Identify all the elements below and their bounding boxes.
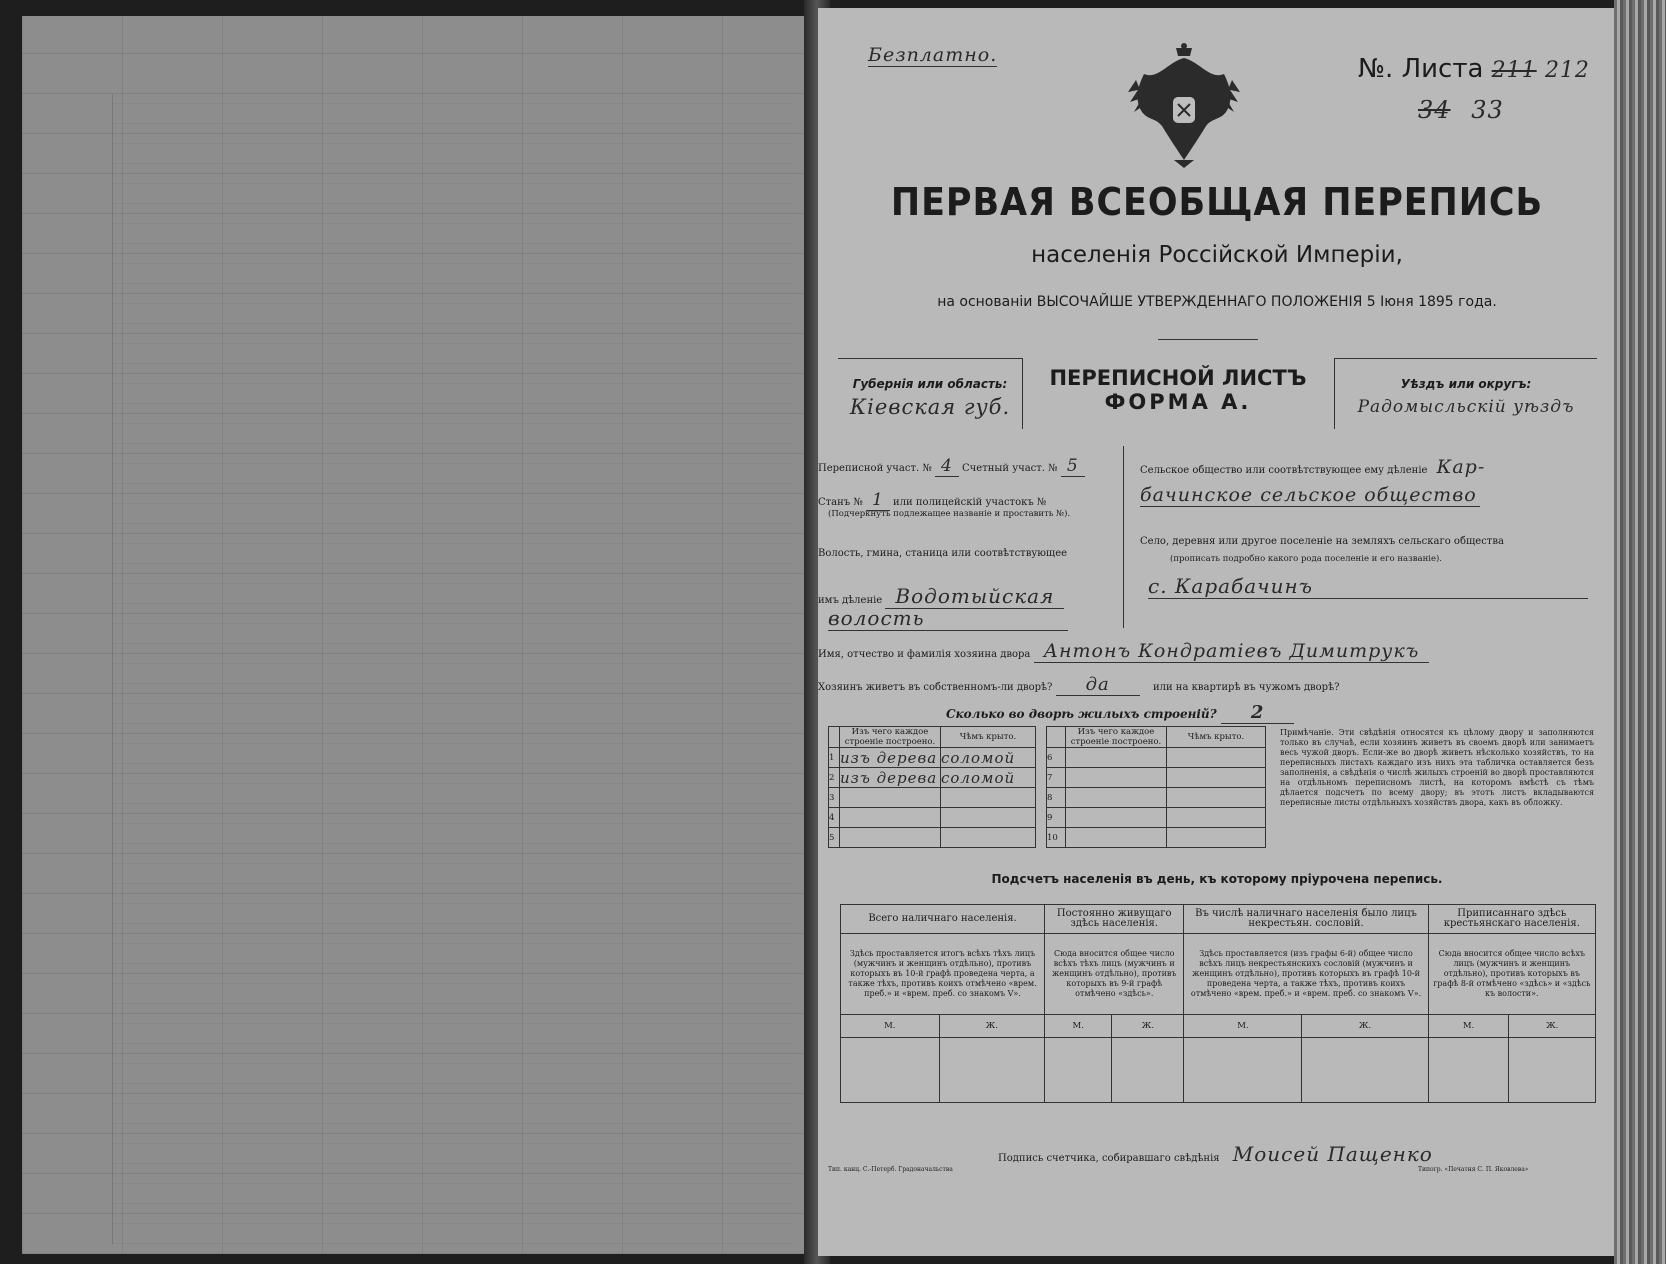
- table-row: 5: [829, 828, 1036, 848]
- census-subtitle: населенія Россійской Имперіи,: [1031, 242, 1403, 268]
- census-basis: на основаніи ВЫСОЧАЙШЕ УТВЕРЖДЕННАГО ПОЛОЖЕНІЯ 5 Іюня 1895 года.: [937, 294, 1497, 310]
- table-row: 4: [829, 808, 1036, 828]
- gubernia-box: [838, 358, 1023, 429]
- signature-value: Моисей Пащенко: [1232, 1142, 1433, 1166]
- ornament-divider: [1158, 339, 1258, 340]
- gubernia-label: Губернія или область:: [852, 377, 1008, 391]
- sheet-number-lower: 34 33: [1418, 96, 1504, 124]
- signature-field: Подпись счетчика, собиравшаго свѣдѣнія Моисей Пащенко: [998, 1142, 1433, 1166]
- table-row: 6: [1047, 748, 1266, 768]
- free-label: Безплатно.: [868, 44, 998, 66]
- buildings-table-right: Изъ чего каждое строеніе построено. Чѣмъ крыто. 6 7 8 9 10: [1046, 726, 1266, 848]
- table-row: 1 изъ дерева соломой: [829, 748, 1036, 768]
- left-page-bleedthrough: [112, 94, 793, 1244]
- footer-printer-left: Тип. канц. С.-Петерб. Градоначальства: [828, 1166, 953, 1173]
- imperial-eagle-emblem: [1128, 40, 1240, 170]
- buildings-count-field: Сколько во дворѣ жилыхъ строеній? 2: [946, 702, 1294, 723]
- table-row: 3: [829, 788, 1036, 808]
- census-district-field: Переписной участ. № 4 Счетный участ. № 5: [818, 456, 1085, 476]
- volost-field: имъ дѣленіе Водотыйская: [818, 584, 1064, 608]
- village-note: (прописать подробно какого рода поселеніе и его названіе).: [1170, 554, 1442, 564]
- sheet-number-label: №. Листа 211 212: [1358, 54, 1590, 84]
- society-field: Сельское общество или соотвѣтствующее ему дѣленіе Кар-: [1140, 456, 1486, 478]
- census-form-page: [818, 8, 1616, 1256]
- left-page: [22, 16, 825, 1254]
- stan-field: Станъ № 1 или полицейскій участокъ №: [818, 490, 1047, 510]
- village-label: Село, деревня или другое поселеніе на земляхъ сельскаго общества: [1140, 536, 1504, 547]
- population-table: Всего наличнаго населенія. Постоянно живущаго здѣсь населенія. Въ числѣ наличнаго населенія было лицъ некрестьян. сословій. Приписаннаго здѣсь крестьянскаго населенія. Здѣсь проставляется итогъ всѣхъ тѣхъ лицъ (мужчинъ и женщинъ отдѣльно), противъ которыхъ въ 10-й графѣ проведена черта, а также тѣхъ, противъ коихъ отмѣчено «врем. преб.» и «врем. преб. со знакомъ V». Сюда вносится общее число всѣхъ тѣхъ лицъ (мужчинъ и женщинъ отдѣльно), противъ которыхъ въ 9-й графѣ отмѣчено «здѣсь». Здѣсь проставляется (изъ графы 6-й) общее число всѣхъ лицъ некрестьянскихъ сословій (мужчинъ и женщинъ отдѣльно), противъ которыхъ въ графѣ 10-й проведена черта, а также тѣхъ, противъ коихъ отмѣчено «врем. преб.» и «врем. преб. со знакомъ V». Сюда вносится общее число всѣхъ лицъ (мужчинъ и женщинъ отдѣльно), противъ которыхъ въ графѣ 8-й отмѣчено «здѣсь» и «здѣсь къ волости». М. Ж. М. Ж. М. Ж. М. Ж.: [840, 904, 1596, 1103]
- stan-note: (Подчеркнуть подлежащее названіе и проставить №).: [828, 509, 1071, 519]
- uezd-label: Уѣздъ или округъ:: [1400, 377, 1532, 391]
- form-title: [1028, 366, 1328, 414]
- population-sex-header-row: М. Ж. М. Ж. М. Ж. М. Ж.: [841, 1015, 1596, 1038]
- gubernia-value: Кіевская губ.: [849, 395, 1011, 419]
- volost-value-2: волость: [828, 606, 1068, 631]
- table-row: 9: [1047, 808, 1266, 828]
- population-col-nonpeasant-head: Въ числѣ наличнаго населенія было лицъ некрестьян. сословій.: [1184, 905, 1428, 934]
- owner-field: Имя, отчество и фамилія хозяина двора Антонъ Кондратіевъ Димитрукъ: [818, 640, 1429, 662]
- population-values-row: [841, 1038, 1596, 1103]
- population-col-registered-head: Приписаннаго здѣсь крестьянскаго населенія.: [1428, 905, 1595, 934]
- table-row: 2 изъ дерева соломой: [829, 768, 1036, 788]
- village-value: с. Карабачинъ: [1148, 574, 1588, 599]
- page-edges: [1614, 0, 1666, 1264]
- uezd-value: Радомысльскій уѣздъ: [1357, 397, 1575, 417]
- volost-label: Волость, гмина, станица или соотвѣтствующее: [818, 548, 1068, 559]
- buildings-material-header: Изъ чего каждое строеніе построено.: [840, 727, 941, 748]
- field-column-divider: [1123, 446, 1124, 628]
- table-row: 10: [1047, 828, 1266, 848]
- uezd-box: [1334, 358, 1597, 429]
- footer-printer-right: Типогр. «Печатня С. П. Яковлева»: [1418, 1166, 1529, 1173]
- buildings-roof-header: Чѣмъ крыто.: [941, 727, 1036, 748]
- table-row: 7: [1047, 768, 1266, 788]
- society-value-2: бачинское сельское общество: [1140, 484, 1480, 507]
- table-row: 8: [1047, 788, 1266, 808]
- population-title: Подсчетъ населенія въ день, къ которому пріурочена перепись.: [991, 872, 1443, 886]
- census-title: ПЕРВАЯ ВСЕОБЩАЯ ПЕРЕПИСЬ: [890, 180, 1544, 224]
- buildings-note: Примѣчаніе. Эти свѣдѣнія относятся къ цѣлому двору и заполняются только въ случаѣ, если хозяинъ живетъ въ своемъ дворѣ или занимаетъ весь чужой дворъ. Если-же во дворѣ живетъ нѣсколько хозяйствъ, то на переписныхъ листахъ каждаго изъ нихъ эта табличка оставляется безъ заполненія, а свѣдѣнія о числѣ жилыхъ строеній во дворѣ проставляются на отдѣльномъ переписномъ листѣ, на которомъ вмѣстѣ съ тѣмъ дѣлается подсчетъ по всему двору; въ этотъ листъ вкладываются переписные листы отдѣльныхъ хозяйствъ двора, какъ въ обложку.: [1280, 728, 1594, 807]
- population-col-permanent-head: Постоянно живущаго здѣсь населенія.: [1045, 905, 1184, 934]
- own-yard-field: Хозяинъ живетъ въ собственномъ-ли дворѣ? да или на квартирѣ въ чужомъ дворѣ?: [818, 674, 1340, 695]
- buildings-table-left: [828, 726, 1036, 848]
- population-col-total-head: Всего наличнаго населенія.: [841, 905, 1045, 934]
- form-title-line2: ФОРМА А.: [1104, 390, 1252, 414]
- form-title-line1: ПЕРЕПИСНОЙ ЛИСТЪ: [1049, 366, 1307, 390]
